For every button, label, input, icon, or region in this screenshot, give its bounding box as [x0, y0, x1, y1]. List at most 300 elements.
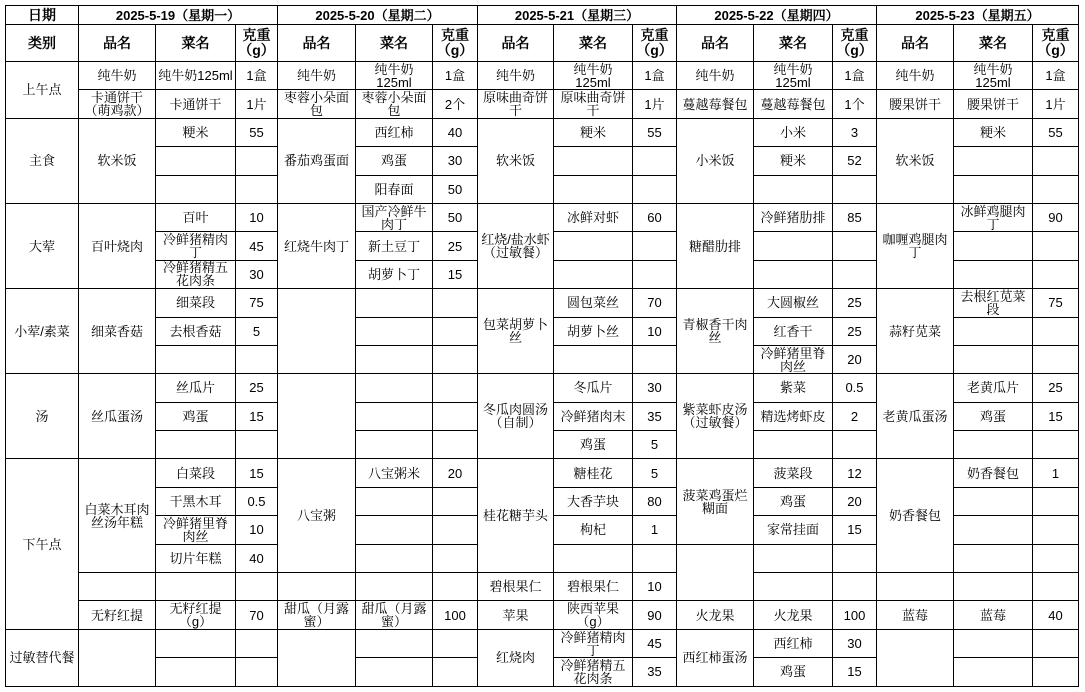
item-name-cell: 碧根果仁 — [478, 573, 554, 601]
dish-name-cell — [156, 431, 236, 459]
dish-name-cell — [954, 260, 1033, 288]
weight-cell: 50 — [433, 203, 478, 231]
item-name-cell — [877, 573, 954, 601]
dish-name-cell — [356, 374, 433, 402]
dish-name-cell: 胡萝卜丝 — [554, 317, 633, 345]
date-header-friday: 2025-5-23（星期五） — [877, 6, 1079, 25]
dish-name-cell: 紫菜 — [754, 374, 833, 402]
dish-name-cell: 西红柿 — [356, 118, 433, 146]
weight-cell — [1033, 232, 1079, 260]
dish-name-header: 菜名 — [954, 25, 1033, 62]
dish-name-cell — [156, 345, 236, 373]
dish-name-cell: 阳春面 — [356, 175, 433, 203]
weight-cell: 20 — [433, 459, 478, 487]
dish-name-cell: 纯牛奶125ml — [156, 62, 236, 90]
weight-cell — [633, 260, 677, 288]
dish-name-cell: 百叶 — [156, 203, 236, 231]
weight-header: 克重（g） — [633, 25, 677, 62]
weight-cell: 5 — [633, 459, 677, 487]
weight-cell: 1 — [633, 516, 677, 544]
weight-cell: 15 — [833, 658, 877, 686]
weight-cell — [236, 345, 278, 373]
dish-name-cell: 家常挂面 — [754, 516, 833, 544]
dish-name-cell: 纯牛奶125ml — [554, 62, 633, 90]
menu-row — [6, 601, 1079, 629]
weight-header: 克重（g） — [433, 25, 478, 62]
dish-name-cell: 冷鲜猪肋排 — [754, 203, 833, 231]
dish-name-cell — [356, 345, 433, 373]
dish-name-cell: 冷鲜猪里脊肉丝 — [156, 516, 236, 544]
dish-name-cell — [954, 431, 1033, 459]
category-cell: 主食 — [6, 118, 79, 203]
dish-name-cell: 鸡蛋 — [554, 431, 633, 459]
dish-name-cell: 圆包菜丝 — [554, 289, 633, 317]
weight-cell: 35 — [633, 402, 677, 430]
weight-cell: 30 — [236, 260, 278, 288]
item-name-cell: 桂花糖芋头 — [478, 459, 554, 573]
item-name-cell: 奶香餐包 — [877, 459, 954, 573]
category-cell: 下午点 — [6, 459, 79, 629]
weight-cell — [833, 544, 877, 572]
weight-cell: 1盒 — [633, 62, 677, 90]
weight-cell — [633, 147, 677, 175]
dish-name-cell: 鸡蛋 — [156, 402, 236, 430]
weight-cell: 25 — [1033, 374, 1079, 402]
item-name-cell: 红烧/盐水虾（过敏餐） — [478, 203, 554, 288]
dish-name-cell: 红香干 — [754, 317, 833, 345]
weight-cell: 60 — [633, 203, 677, 231]
item-name-cell: 软米饭 — [478, 118, 554, 203]
dish-name-cell: 鸡蛋 — [356, 147, 433, 175]
category-label: 类别 — [6, 25, 79, 62]
menu-row — [6, 573, 1079, 601]
weight-cell: 10 — [633, 317, 677, 345]
dish-name-header: 菜名 — [356, 25, 433, 62]
weight-cell: 15 — [236, 459, 278, 487]
item-name-header: 品名 — [677, 25, 754, 62]
dish-name-cell — [156, 629, 236, 657]
dish-name-cell: 糖桂花 — [554, 459, 633, 487]
dish-name-cell: 粳米 — [954, 118, 1033, 146]
dish-name-cell: 干黑木耳 — [156, 487, 236, 515]
item-name-cell: 西红柿蛋汤 — [677, 629, 754, 686]
weight-cell: 90 — [633, 601, 677, 629]
weight-cell — [433, 431, 478, 459]
item-name-header: 品名 — [278, 25, 356, 62]
weight-cell — [833, 260, 877, 288]
weight-cell: 80 — [633, 487, 677, 515]
weight-cell — [236, 629, 278, 657]
dish-name-cell — [356, 431, 433, 459]
dish-name-cell: 胡萝卜丁 — [356, 260, 433, 288]
dish-name-cell — [554, 147, 633, 175]
weight-cell — [833, 232, 877, 260]
weight-cell: 25 — [833, 317, 877, 345]
weight-cell: 50 — [433, 175, 478, 203]
weight-cell: 10 — [633, 573, 677, 601]
weight-cell — [1033, 487, 1079, 515]
weight-cell: 85 — [833, 203, 877, 231]
dish-name-cell — [554, 544, 633, 572]
dish-name-cell — [954, 658, 1033, 686]
dish-name-cell: 枣蓉小朵面包 — [356, 90, 433, 118]
weight-cell: 1片 — [633, 90, 677, 118]
item-name-cell: 红烧牛肉丁 — [278, 203, 356, 288]
weight-cell: 1片 — [1033, 90, 1079, 118]
weight-cell: 1盒 — [433, 62, 478, 90]
weight-cell — [633, 544, 677, 572]
weight-cell: 5 — [236, 317, 278, 345]
dish-name-cell — [954, 573, 1033, 601]
item-name-cell: 八宝粥 — [278, 459, 356, 573]
weight-cell — [433, 629, 478, 657]
weight-cell — [833, 431, 877, 459]
item-name-cell — [278, 573, 356, 601]
weight-cell: 70 — [633, 289, 677, 317]
dish-name-cell — [156, 147, 236, 175]
item-name-cell — [877, 629, 954, 686]
item-name-cell: 糖醋肋排 — [677, 203, 754, 288]
weight-cell: 75 — [1033, 289, 1079, 317]
dish-name-cell — [954, 516, 1033, 544]
item-name-cell: 软米饭 — [79, 118, 156, 203]
item-name-cell: 枣蓉小朵面包 — [278, 90, 356, 118]
dish-name-cell — [954, 317, 1033, 345]
weight-cell — [833, 175, 877, 203]
item-name-cell: 蔓越莓餐包 — [677, 90, 754, 118]
dish-name-cell: 冷鲜猪肉末 — [554, 402, 633, 430]
item-name-cell: 纯牛奶 — [677, 62, 754, 90]
weight-cell: 40 — [433, 118, 478, 146]
dish-name-cell — [554, 232, 633, 260]
dish-name-cell: 小米 — [754, 118, 833, 146]
category-cell: 大荤 — [6, 203, 79, 288]
dish-name-cell: 火龙果 — [754, 601, 833, 629]
item-name-cell: 菠菜鸡蛋烂糊面 — [677, 459, 754, 544]
item-name-cell — [278, 289, 356, 374]
weight-cell: 20 — [833, 345, 877, 373]
dish-name-cell — [954, 175, 1033, 203]
dish-name-cell — [954, 147, 1033, 175]
dish-name-cell: 冬瓜片 — [554, 374, 633, 402]
item-name-cell: 青椒香干肉丝 — [677, 289, 754, 374]
dish-name-cell: 去根香菇 — [156, 317, 236, 345]
category-cell: 过敏替代餐 — [6, 629, 79, 686]
weight-cell: 3 — [833, 118, 877, 146]
dish-name-cell: 纯牛奶125ml — [954, 62, 1033, 90]
item-name-cell: 蓝莓 — [877, 601, 954, 629]
item-name-cell: 无籽红提 — [79, 601, 156, 629]
dish-name-cell: 原味曲奇饼干 — [554, 90, 633, 118]
dish-name-cell: 大香芋块 — [554, 487, 633, 515]
dish-name-cell: 纯牛奶125ml — [754, 62, 833, 90]
weight-cell — [633, 232, 677, 260]
dish-name-cell: 丝瓜片 — [156, 374, 236, 402]
dish-name-cell: 去根红苋菜段 — [954, 289, 1033, 317]
weight-cell: 0.5 — [833, 374, 877, 402]
weight-cell: 55 — [236, 118, 278, 146]
item-name-cell: 蒜籽苋菜 — [877, 289, 954, 374]
dish-name-cell: 鸡蛋 — [754, 658, 833, 686]
menu-row — [6, 459, 1079, 487]
dish-name-cell: 冷鲜猪精肉丁 — [156, 232, 236, 260]
weight-cell: 15 — [1033, 402, 1079, 430]
dish-name-cell: 奶香餐包 — [954, 459, 1033, 487]
weight-cell — [1033, 544, 1079, 572]
dish-name-cell: 国产冷鲜牛肉丁 — [356, 203, 433, 231]
dish-name-cell: 碧根果仁 — [554, 573, 633, 601]
dish-name-cell: 新土豆丁 — [356, 232, 433, 260]
weight-cell — [236, 573, 278, 601]
dish-name-cell: 枸杞 — [554, 516, 633, 544]
item-name-cell: 番茄鸡蛋面 — [278, 118, 356, 203]
category-cell: 小荤/素菜 — [6, 289, 79, 374]
weight-cell — [236, 658, 278, 686]
dish-name-cell: 甜瓜（月露蜜） — [356, 601, 433, 629]
weight-cell: 2 — [833, 402, 877, 430]
item-name-cell — [79, 573, 156, 601]
date-label: 日期 — [6, 6, 79, 25]
weight-cell — [1033, 147, 1079, 175]
weight-cell: 70 — [236, 601, 278, 629]
dish-name-cell: 大圆椒丝 — [754, 289, 833, 317]
menu-row — [6, 203, 1079, 231]
dish-name-cell — [356, 544, 433, 572]
weight-cell — [433, 317, 478, 345]
column-header-row — [6, 25, 1079, 62]
weight-cell: 10 — [236, 203, 278, 231]
weight-cell: 90 — [1033, 203, 1079, 231]
weight-cell — [1033, 431, 1079, 459]
weight-cell: 12 — [833, 459, 877, 487]
dish-name-cell — [356, 516, 433, 544]
dish-name-cell: 精选烤虾皮 — [754, 402, 833, 430]
item-name-cell: 冬瓜肉圆汤（自制） — [478, 374, 554, 459]
weight-cell: 55 — [633, 118, 677, 146]
dish-name-cell — [754, 175, 833, 203]
dish-name-cell — [356, 658, 433, 686]
dish-name-cell — [156, 175, 236, 203]
menu-body — [6, 62, 1079, 687]
item-name-cell — [278, 374, 356, 459]
weight-cell: 25 — [433, 232, 478, 260]
item-name-cell: 纯牛奶 — [877, 62, 954, 90]
item-name-cell: 丝瓜蛋汤 — [79, 374, 156, 459]
dish-name-cell: 蔓越莓餐包 — [754, 90, 833, 118]
weight-cell — [433, 402, 478, 430]
item-name-cell: 紫菜虾皮汤（过敏餐） — [677, 374, 754, 459]
item-name-cell: 腰果饼干 — [877, 90, 954, 118]
dish-name-cell — [954, 232, 1033, 260]
item-name-cell: 小米饭 — [677, 118, 754, 203]
weight-header: 克重（g） — [1033, 25, 1079, 62]
item-name-cell: 纯牛奶 — [79, 62, 156, 90]
dish-name-cell — [754, 431, 833, 459]
dish-name-cell — [156, 573, 236, 601]
item-name-cell: 软米饭 — [877, 118, 954, 203]
dish-name-cell — [356, 402, 433, 430]
dish-name-cell — [356, 317, 433, 345]
weight-cell: 1 — [1033, 459, 1079, 487]
weight-cell — [433, 516, 478, 544]
dish-name-cell: 陕西苹果（g） — [554, 601, 633, 629]
item-name-cell: 原味曲奇饼干 — [478, 90, 554, 118]
dish-name-cell: 冰鲜对虾 — [554, 203, 633, 231]
dish-name-cell: 冷鲜猪里脊肉丝 — [754, 345, 833, 373]
date-header-tuesday: 2025-5-20（星期二） — [278, 6, 478, 25]
weight-cell: 45 — [236, 232, 278, 260]
weight-header: 克重（g） — [236, 25, 278, 62]
item-name-cell: 细菜香菇 — [79, 289, 156, 374]
weight-cell — [433, 487, 478, 515]
menu-row — [6, 374, 1079, 402]
weight-cell: 25 — [833, 289, 877, 317]
dish-name-cell — [356, 629, 433, 657]
weight-cell: 100 — [433, 601, 478, 629]
date-header-monday: 2025-5-19（星期一） — [79, 6, 278, 25]
weight-header: 克重（g） — [833, 25, 877, 62]
date-header-row — [6, 6, 1079, 25]
dish-name-cell: 蓝莓 — [954, 601, 1033, 629]
weight-cell — [433, 658, 478, 686]
weight-cell: 30 — [433, 147, 478, 175]
dish-name-cell — [754, 232, 833, 260]
dish-name-cell: 菠菜段 — [754, 459, 833, 487]
weight-cell: 20 — [833, 487, 877, 515]
dish-name-cell: 八宝粥米 — [356, 459, 433, 487]
weight-cell — [1033, 260, 1079, 288]
weight-cell: 30 — [833, 629, 877, 657]
item-name-cell: 红烧肉 — [478, 629, 554, 686]
category-cell: 上午点 — [6, 62, 79, 119]
category-cell: 汤 — [6, 374, 79, 459]
item-name-header: 品名 — [478, 25, 554, 62]
weight-cell — [433, 573, 478, 601]
item-name-cell — [79, 629, 156, 686]
weight-cell: 52 — [833, 147, 877, 175]
dish-name-header: 菜名 — [156, 25, 236, 62]
weight-cell — [236, 175, 278, 203]
dish-name-cell: 粳米 — [156, 118, 236, 146]
menu-row — [6, 90, 1079, 118]
item-name-cell — [677, 544, 754, 601]
dish-name-cell: 老黄瓜片 — [954, 374, 1033, 402]
dish-name-cell: 冷鲜猪精五花肉条 — [554, 658, 633, 686]
item-name-cell: 白菜木耳肉丝汤年糕 — [79, 459, 156, 573]
weight-cell: 1片 — [236, 90, 278, 118]
weight-cell: 1盒 — [1033, 62, 1079, 90]
dish-name-cell — [554, 260, 633, 288]
dish-name-cell: 冷鲜猪精五花肉条 — [156, 260, 236, 288]
weight-cell — [236, 147, 278, 175]
dish-name-cell: 卡通饼干 — [156, 90, 236, 118]
weight-cell: 1盒 — [236, 62, 278, 90]
table-header — [6, 6, 1079, 62]
weight-cell: 75 — [236, 289, 278, 317]
dish-name-cell: 纯牛奶125ml — [356, 62, 433, 90]
dish-name-cell: 冰鲜鸡腿肉丁 — [954, 203, 1033, 231]
weight-cell: 5 — [633, 431, 677, 459]
weight-cell — [1033, 573, 1079, 601]
menu-row — [6, 629, 1079, 657]
dish-name-cell — [754, 573, 833, 601]
item-name-cell — [278, 629, 356, 686]
weight-cell — [1033, 629, 1079, 657]
item-name-cell: 甜瓜（月露蜜） — [278, 601, 356, 629]
weight-cell: 15 — [236, 402, 278, 430]
item-name-header: 品名 — [877, 25, 954, 62]
menu-row — [6, 289, 1079, 317]
dish-name-cell: 冷鲜猪精肉丁 — [554, 629, 633, 657]
item-name-cell: 老黄瓜蛋汤 — [877, 374, 954, 459]
weight-cell — [1033, 658, 1079, 686]
dish-name-cell — [356, 487, 433, 515]
item-name-cell: 纯牛奶 — [278, 62, 356, 90]
item-name-cell: 包菜胡萝卜丝 — [478, 289, 554, 374]
item-name-cell: 咖喱鸡腿肉丁 — [877, 203, 954, 288]
weight-cell: 2个 — [433, 90, 478, 118]
dish-name-cell — [356, 289, 433, 317]
weight-cell — [1033, 345, 1079, 373]
dish-name-cell: 鸡蛋 — [754, 487, 833, 515]
item-name-cell: 苹果 — [478, 601, 554, 629]
dish-name-cell: 粳米 — [554, 118, 633, 146]
weight-cell — [433, 544, 478, 572]
dish-name-cell — [356, 573, 433, 601]
weight-cell: 35 — [633, 658, 677, 686]
dish-name-cell — [954, 629, 1033, 657]
dish-name-header: 菜名 — [754, 25, 833, 62]
menu-row — [6, 118, 1079, 146]
weight-cell — [433, 289, 478, 317]
dish-name-header: 菜名 — [554, 25, 633, 62]
dish-name-cell — [754, 260, 833, 288]
dish-name-cell — [156, 658, 236, 686]
weight-cell — [1033, 516, 1079, 544]
dish-name-cell: 鸡蛋 — [954, 402, 1033, 430]
dish-name-cell — [554, 345, 633, 373]
weight-cell: 15 — [433, 260, 478, 288]
item-name-cell: 卡通饼干（萌鸡款） — [79, 90, 156, 118]
item-name-cell: 火龙果 — [677, 601, 754, 629]
dish-name-cell — [754, 544, 833, 572]
weight-cell: 25 — [236, 374, 278, 402]
weight-cell: 15 — [833, 516, 877, 544]
dish-name-cell: 西红柿 — [754, 629, 833, 657]
dish-name-cell: 切片年糕 — [156, 544, 236, 572]
weight-cell: 1个 — [833, 90, 877, 118]
menu-row — [6, 62, 1079, 90]
date-header-wednesday: 2025-5-21（星期三） — [478, 6, 677, 25]
weight-cell: 55 — [1033, 118, 1079, 146]
dish-name-cell: 细菜段 — [156, 289, 236, 317]
item-name-header: 品名 — [79, 25, 156, 62]
dish-name-cell: 白菜段 — [156, 459, 236, 487]
item-name-cell: 纯牛奶 — [478, 62, 554, 90]
weight-cell: 100 — [833, 601, 877, 629]
date-header-thursday: 2025-5-22（星期四） — [677, 6, 877, 25]
weight-cell — [433, 345, 478, 373]
weight-cell: 40 — [236, 544, 278, 572]
weight-cell — [1033, 175, 1079, 203]
dish-name-cell — [954, 544, 1033, 572]
weight-cell — [433, 374, 478, 402]
weight-cell: 45 — [633, 629, 677, 657]
weight-cell: 0.5 — [236, 487, 278, 515]
dish-name-cell — [954, 345, 1033, 373]
weight-cell: 1盒 — [833, 62, 877, 90]
weight-cell — [236, 431, 278, 459]
